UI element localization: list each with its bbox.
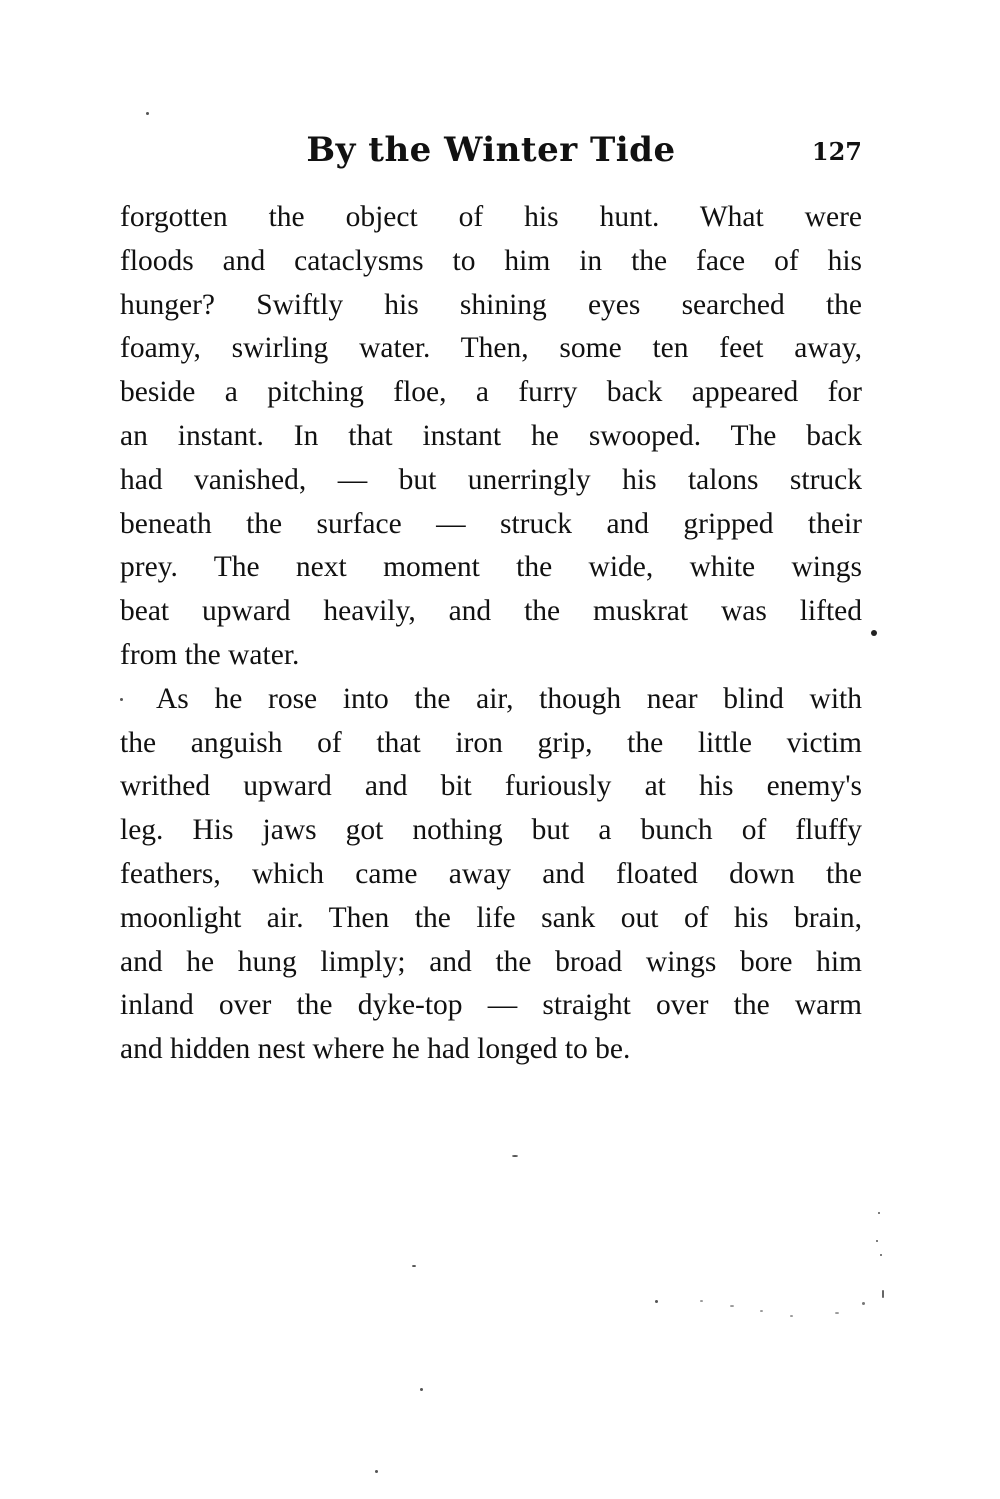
running-title: By the Winter Tide <box>306 130 676 170</box>
scan-speck <box>760 1310 763 1312</box>
text-line: forgotten the object of his hunt. What were <box>120 201 862 233</box>
scan-speck <box>882 1290 884 1298</box>
page-number: 127 <box>811 137 862 166</box>
text-line: hunger? Swiftly his shining eyes searched the <box>120 288 862 321</box>
text-line: moonlight air. Then the life sank out of his brain, <box>120 901 862 934</box>
text-line: beat upward heavily, and the muskrat was lifted <box>120 595 862 628</box>
scan-speck <box>878 1212 880 1214</box>
scan-speck <box>862 1302 865 1305</box>
scan-speck <box>412 1265 416 1267</box>
text-line: from the water. <box>120 638 300 671</box>
text-line: and hidden nest where he had longed to be. <box>120 1033 631 1066</box>
text-line: an instant. In that instant he swooped. The back <box>120 419 862 452</box>
text-line: the anguish of that iron grip, the little victim <box>120 726 862 759</box>
scan-speck <box>730 1305 734 1307</box>
text-line: floods and cataclysms to him in the face of his <box>120 244 862 277</box>
text-line: inland over the dyke-top — straight over the warm <box>120 989 862 1022</box>
scan-speck <box>375 1470 378 1473</box>
scan-speck <box>790 1315 793 1317</box>
text-line: prey. The next moment the wide, white wings <box>120 551 862 584</box>
text-line: leg. His jaws got nothing but a bunch of fluffy <box>120 814 862 847</box>
scan-speck <box>120 698 123 701</box>
text-line: and he hung limply; and the broad wings bore him <box>120 945 862 978</box>
text-line: beneath the surface — struck and gripped their <box>120 507 862 540</box>
paragraph-2 <box>120 678 862 1072</box>
text-line: beside a pitching floe, a furry back appeared for <box>120 376 862 409</box>
text-line: foamy, swirling water. Then, some ten feet away, <box>120 332 862 365</box>
paragraph-1 <box>120 196 862 678</box>
scan-speck <box>420 1388 423 1391</box>
running-head <box>120 128 862 172</box>
scan-speck <box>700 1300 703 1302</box>
text-line: writhed upward and bit furiously at his enemy's <box>120 770 862 803</box>
text-line: As he rose into the air, though near blind with <box>156 682 862 715</box>
scan-speck <box>871 630 877 636</box>
body-text <box>120 196 862 1072</box>
text-line: had vanished, — but unerringly his talons struck <box>120 463 862 496</box>
text-line: feathers, which came away and floated down the <box>120 857 862 890</box>
scan-speck <box>880 1254 882 1256</box>
scan-speck <box>655 1300 658 1303</box>
scan-speck <box>146 112 149 115</box>
scan-speck <box>512 1155 518 1157</box>
scan-speck <box>835 1312 839 1314</box>
scan-speck <box>876 1240 878 1242</box>
